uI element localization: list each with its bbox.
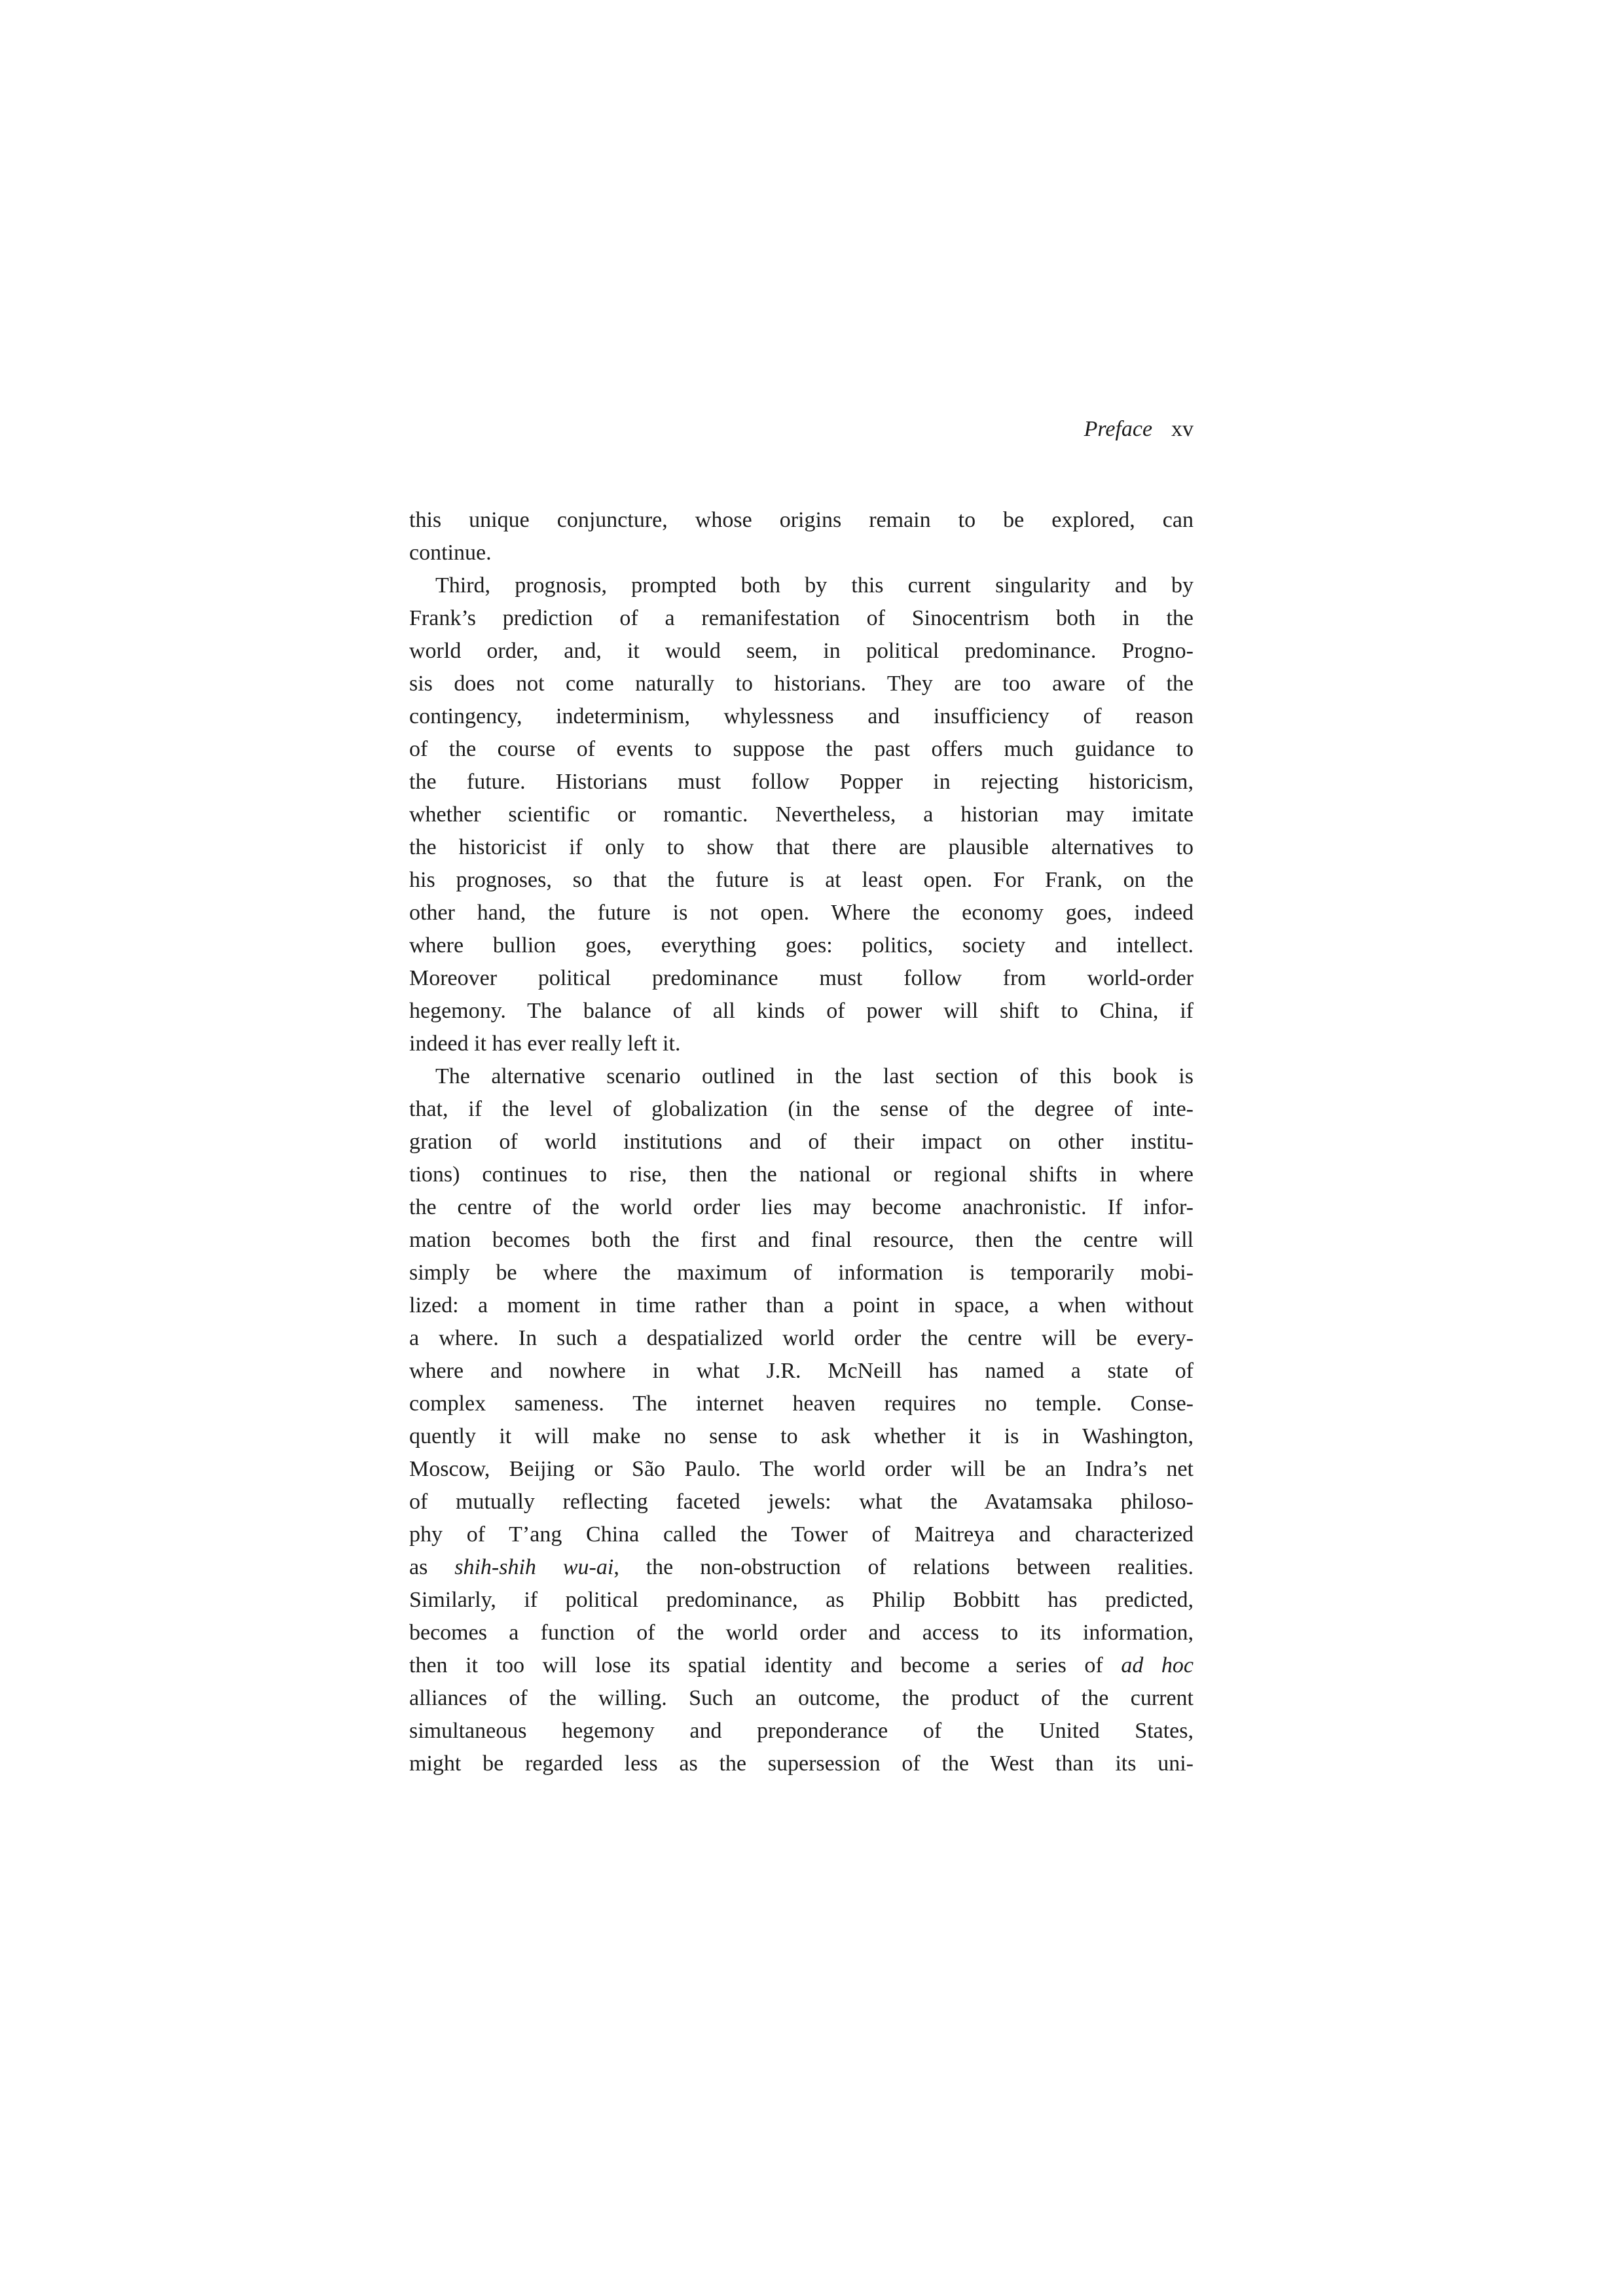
text-line: might be regarded less as the supersession of the West than its uni- — [409, 1751, 1194, 1776]
text-line: where and nowhere in what J.R. McNeill has named a state of — [409, 1359, 1194, 1383]
text-line: alliances of the willing. Such an outcome, the product of the current — [409, 1686, 1194, 1710]
text-line: tions) continues to rise, then the national or regional shifts in where — [409, 1162, 1194, 1187]
italic-text: shih-shih wu-ai — [454, 1555, 614, 1579]
text-block — [409, 504, 1194, 1780]
text-line: sis does not come naturally to historians. They are too aware of the — [409, 672, 1194, 696]
text-line: becomes a function of the world order and access to its information, — [409, 1621, 1194, 1645]
text-line: that, if the level of globalization (in the sense of the degree of inte- — [409, 1097, 1194, 1121]
text-line: his prognoses, so that the future is at least open. For Frank, on the — [409, 868, 1194, 892]
text-line: a where. In such a despatialized world order the centre will be every- — [409, 1326, 1194, 1350]
text-line: Third, prognosis, prompted both by this current singularity and by — [435, 573, 1194, 598]
text-line: world order, and, it would seem, in political predominance. Progno- — [409, 639, 1194, 663]
running-head — [409, 415, 1194, 444]
text-line: this unique conjuncture, whose origins remain to be explored, can — [409, 508, 1194, 532]
text-line: the centre of the world order lies may become anachronistic. If infor- — [409, 1195, 1194, 1219]
italic-text: ad hoc — [1121, 1653, 1194, 1677]
text-line: other hand, the future is not open. Where the economy goes, indeed — [409, 901, 1194, 925]
text-segment: as — [409, 1555, 455, 1579]
text-line: where bullion goes, everything goes: politics, society and intellect. — [409, 933, 1194, 958]
text-segment: then it too will lose its spatial identity and become a series of — [409, 1653, 1122, 1677]
text-line: mation becomes both the first and final resource, then the centre will — [409, 1228, 1194, 1252]
text-line: complex sameness. The internet heaven requires no temple. Conse- — [409, 1391, 1194, 1416]
running-head-section-title: Preface — [1084, 417, 1153, 441]
text-line: Similarly, if political predominance, as Philip Bobbitt has predicted, — [409, 1588, 1194, 1612]
paragraph — [409, 1060, 1194, 1780]
text-line: the historicist if only to show that there are plausible alternatives to — [409, 835, 1194, 859]
text-line: indeed it has ever really left it. — [409, 1031, 681, 1056]
text-line — [409, 1649, 1194, 1682]
text-line: phy of T’ang China called the Tower of Maitreya and characterized — [409, 1522, 1194, 1547]
text-line: lized: a moment in time rather than a point in space, a when without — [409, 1293, 1194, 1318]
text-line: of mutually reflecting faceted jewels: what the Avatamsaka philoso- — [409, 1490, 1194, 1514]
text-line: continue. — [409, 541, 492, 565]
text-line: Moscow, Beijing or São Paulo. The world order will be an Indra’s net — [409, 1457, 1194, 1481]
text-line: hegemony. The balance of all kinds of power will shift to China, if — [409, 999, 1194, 1023]
text-line: The alternative scenario outlined in the last section of this book is — [435, 1064, 1194, 1088]
text-line: simultaneous hegemony and preponderance of the United States, — [409, 1719, 1194, 1743]
text-line — [409, 1551, 1194, 1584]
text-line: contingency, indeterminism, whylessness and insufficiency of reason — [409, 704, 1194, 728]
text-line: the future. Historians must follow Popper in rejecting historicism, — [409, 770, 1194, 794]
paragraph — [409, 504, 1194, 569]
text-line: Frank’s prediction of a remanifestation of Sinocentrism both in the — [409, 606, 1194, 630]
text-line: simply be where the maximum of information is temporarily mobi- — [409, 1261, 1194, 1285]
text-line: gration of world institutions and of their impact on other institu- — [409, 1130, 1194, 1154]
text-segment: , the non-obstruction of relations between realities. — [613, 1555, 1194, 1579]
paragraph — [409, 569, 1194, 1060]
text-line: quently it will make no sense to ask whether it is in Washington, — [409, 1424, 1194, 1448]
page-number: xv — [1171, 417, 1194, 441]
text-line: of the course of events to suppose the past offers much guidance to — [409, 737, 1194, 761]
text-line: Moreover political predominance must follow from world-order — [409, 966, 1194, 990]
text-line: whether scientific or romantic. Nevertheless, a historian may imitate — [409, 802, 1194, 827]
